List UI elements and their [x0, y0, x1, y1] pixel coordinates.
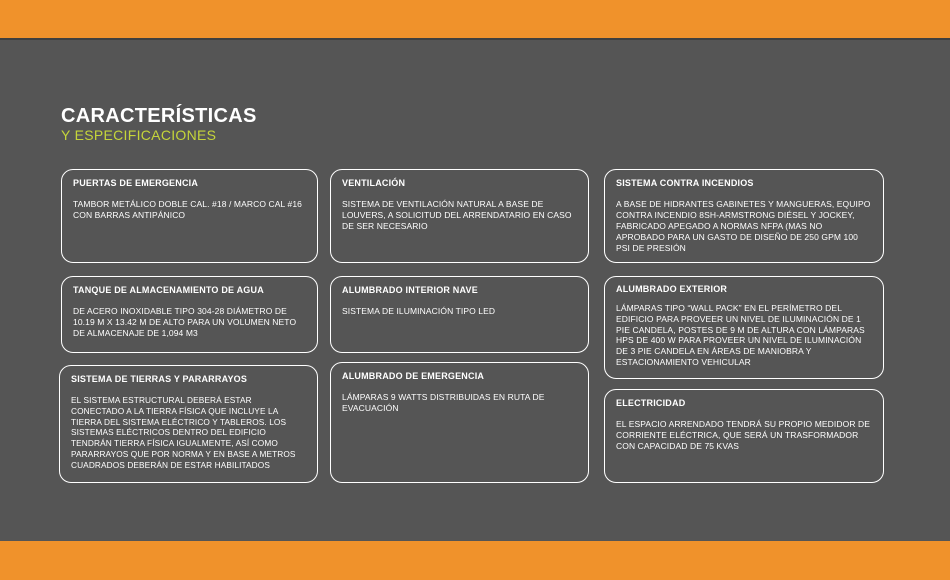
card-body: EL SISTEMA ESTRUCTURAL DEBERÁ ESTAR CONECTADO A LA TIERRA FÍSICA QUE INCLUYE LA TIERRA DEL SISTEMA ELÉCTRICO Y TABLEROS. LOS SISTEMAS ELÉCTRICOS DENTRO DEL EDIFICIO TENDRÁN TIERRA FÍSICA IGUALMENTE, ASÍ COMO PARARRAYOS QUE POR NORMA Y EN BASE A METROS CUADRADOS DEBERÁN DE ESTAR HABILITADOS [71, 395, 296, 470]
card-alumbrado-interior [330, 276, 589, 353]
card-alumbrado-emergencia [330, 362, 589, 483]
card-tierras-pararrayos [59, 365, 318, 483]
page-subtitle: Y ESPECIFICACIONES [61, 127, 217, 143]
card-title: PUERTAS DE EMERGENCIA [73, 178, 199, 188]
card-title: ALUMBRADO INTERIOR NAVE [342, 285, 478, 295]
card-title: ELECTRICIDAD [616, 398, 686, 408]
card-electricidad [604, 389, 884, 483]
card-body: DE ACERO INOXIDABLE TIPO 304-28 DIÁMETRO DE 10.19 M X 13.42 M DE ALTO PARA UN VOLUMEN NETO DE ALMACENAJE DE 1,094 M3 [73, 306, 297, 338]
top-orange-band [0, 0, 950, 40]
page-title: CARACTERÍSTICAS [61, 105, 257, 127]
card-body: LÁMPARAS TIPO “WALL PACK” EN EL PERÍMETRO DEL EDIFICIO PARA PROVEER UN NIVEL DE ILUMINACIÓN DE 1 PIE CANDELA, POSTES DE 9 M DE ALTURA CON LÁMPARAS HPS DE 400 W PARA PROVEER UN NIVEL DE ILUMINACIÓN DE 3 PIE CANDELA EN ÁREAS DE MANIOBRA Y ESTACIONAMIENTO VEHICULAR [616, 303, 865, 367]
card-alumbrado-exterior [604, 276, 884, 379]
card-title: SISTEMA DE TIERRAS Y PARARRAYOS [71, 374, 248, 384]
card-title: TANQUE DE ALMACENAMIENTO DE AGUA [73, 285, 264, 295]
card-title: ALUMBRADO DE EMERGENCIA [342, 371, 485, 381]
card-body: LÁMPARAS 9 WATTS DISTRIBUIDAS EN RUTA DE EVACUACIÓN [342, 392, 545, 413]
card-body: SISTEMA DE VENTILACIÓN NATURAL A BASE DE LOUVERS, A SOLICITUD DEL ARRENDATARIO EN CASO DE SER NECESARIO [342, 199, 572, 231]
card-body: A BASE DE HIDRANTES GABINETES Y MANGUERAS, EQUIPO CONTRA INCENDIO 8SH-ARMSTRONG DIÉSEL Y JOCKEY, FABRICADO APEGADO A NORMAS NFPA (MAS NO APROBADO PARA UN GASTO DE DISEÑO DE 250 GPM 100 PSI DE PRESIÓN [616, 199, 871, 253]
card-puertas-emergencia [61, 169, 318, 263]
card-sistema-incendios [604, 169, 884, 263]
bottom-orange-band [0, 541, 950, 580]
card-ventilacion [330, 169, 589, 263]
card-body: TAMBOR METÁLICO DOBLE CAL. #18 / MARCO CAL #16 CON BARRAS ANTIPÁNICO [73, 199, 302, 220]
card-title: SISTEMA CONTRA INCENDIOS [616, 178, 754, 188]
card-body: SISTEMA DE ILUMINACIÓN TIPO LED [342, 306, 496, 316]
card-title: VENTILACIÓN [342, 178, 406, 188]
card-title: ALUMBRADO EXTERIOR [616, 284, 728, 294]
card-body: EL ESPACIO ARRENDADO TENDRÁ SU PROPIO MEDIDOR DE CORRIENTE ELÉCTRICA, QUE SERÁ UN TRASFORMADOR CON CAPACIDAD DE 75 KVAS [616, 419, 871, 451]
card-tanque-agua [61, 276, 318, 353]
